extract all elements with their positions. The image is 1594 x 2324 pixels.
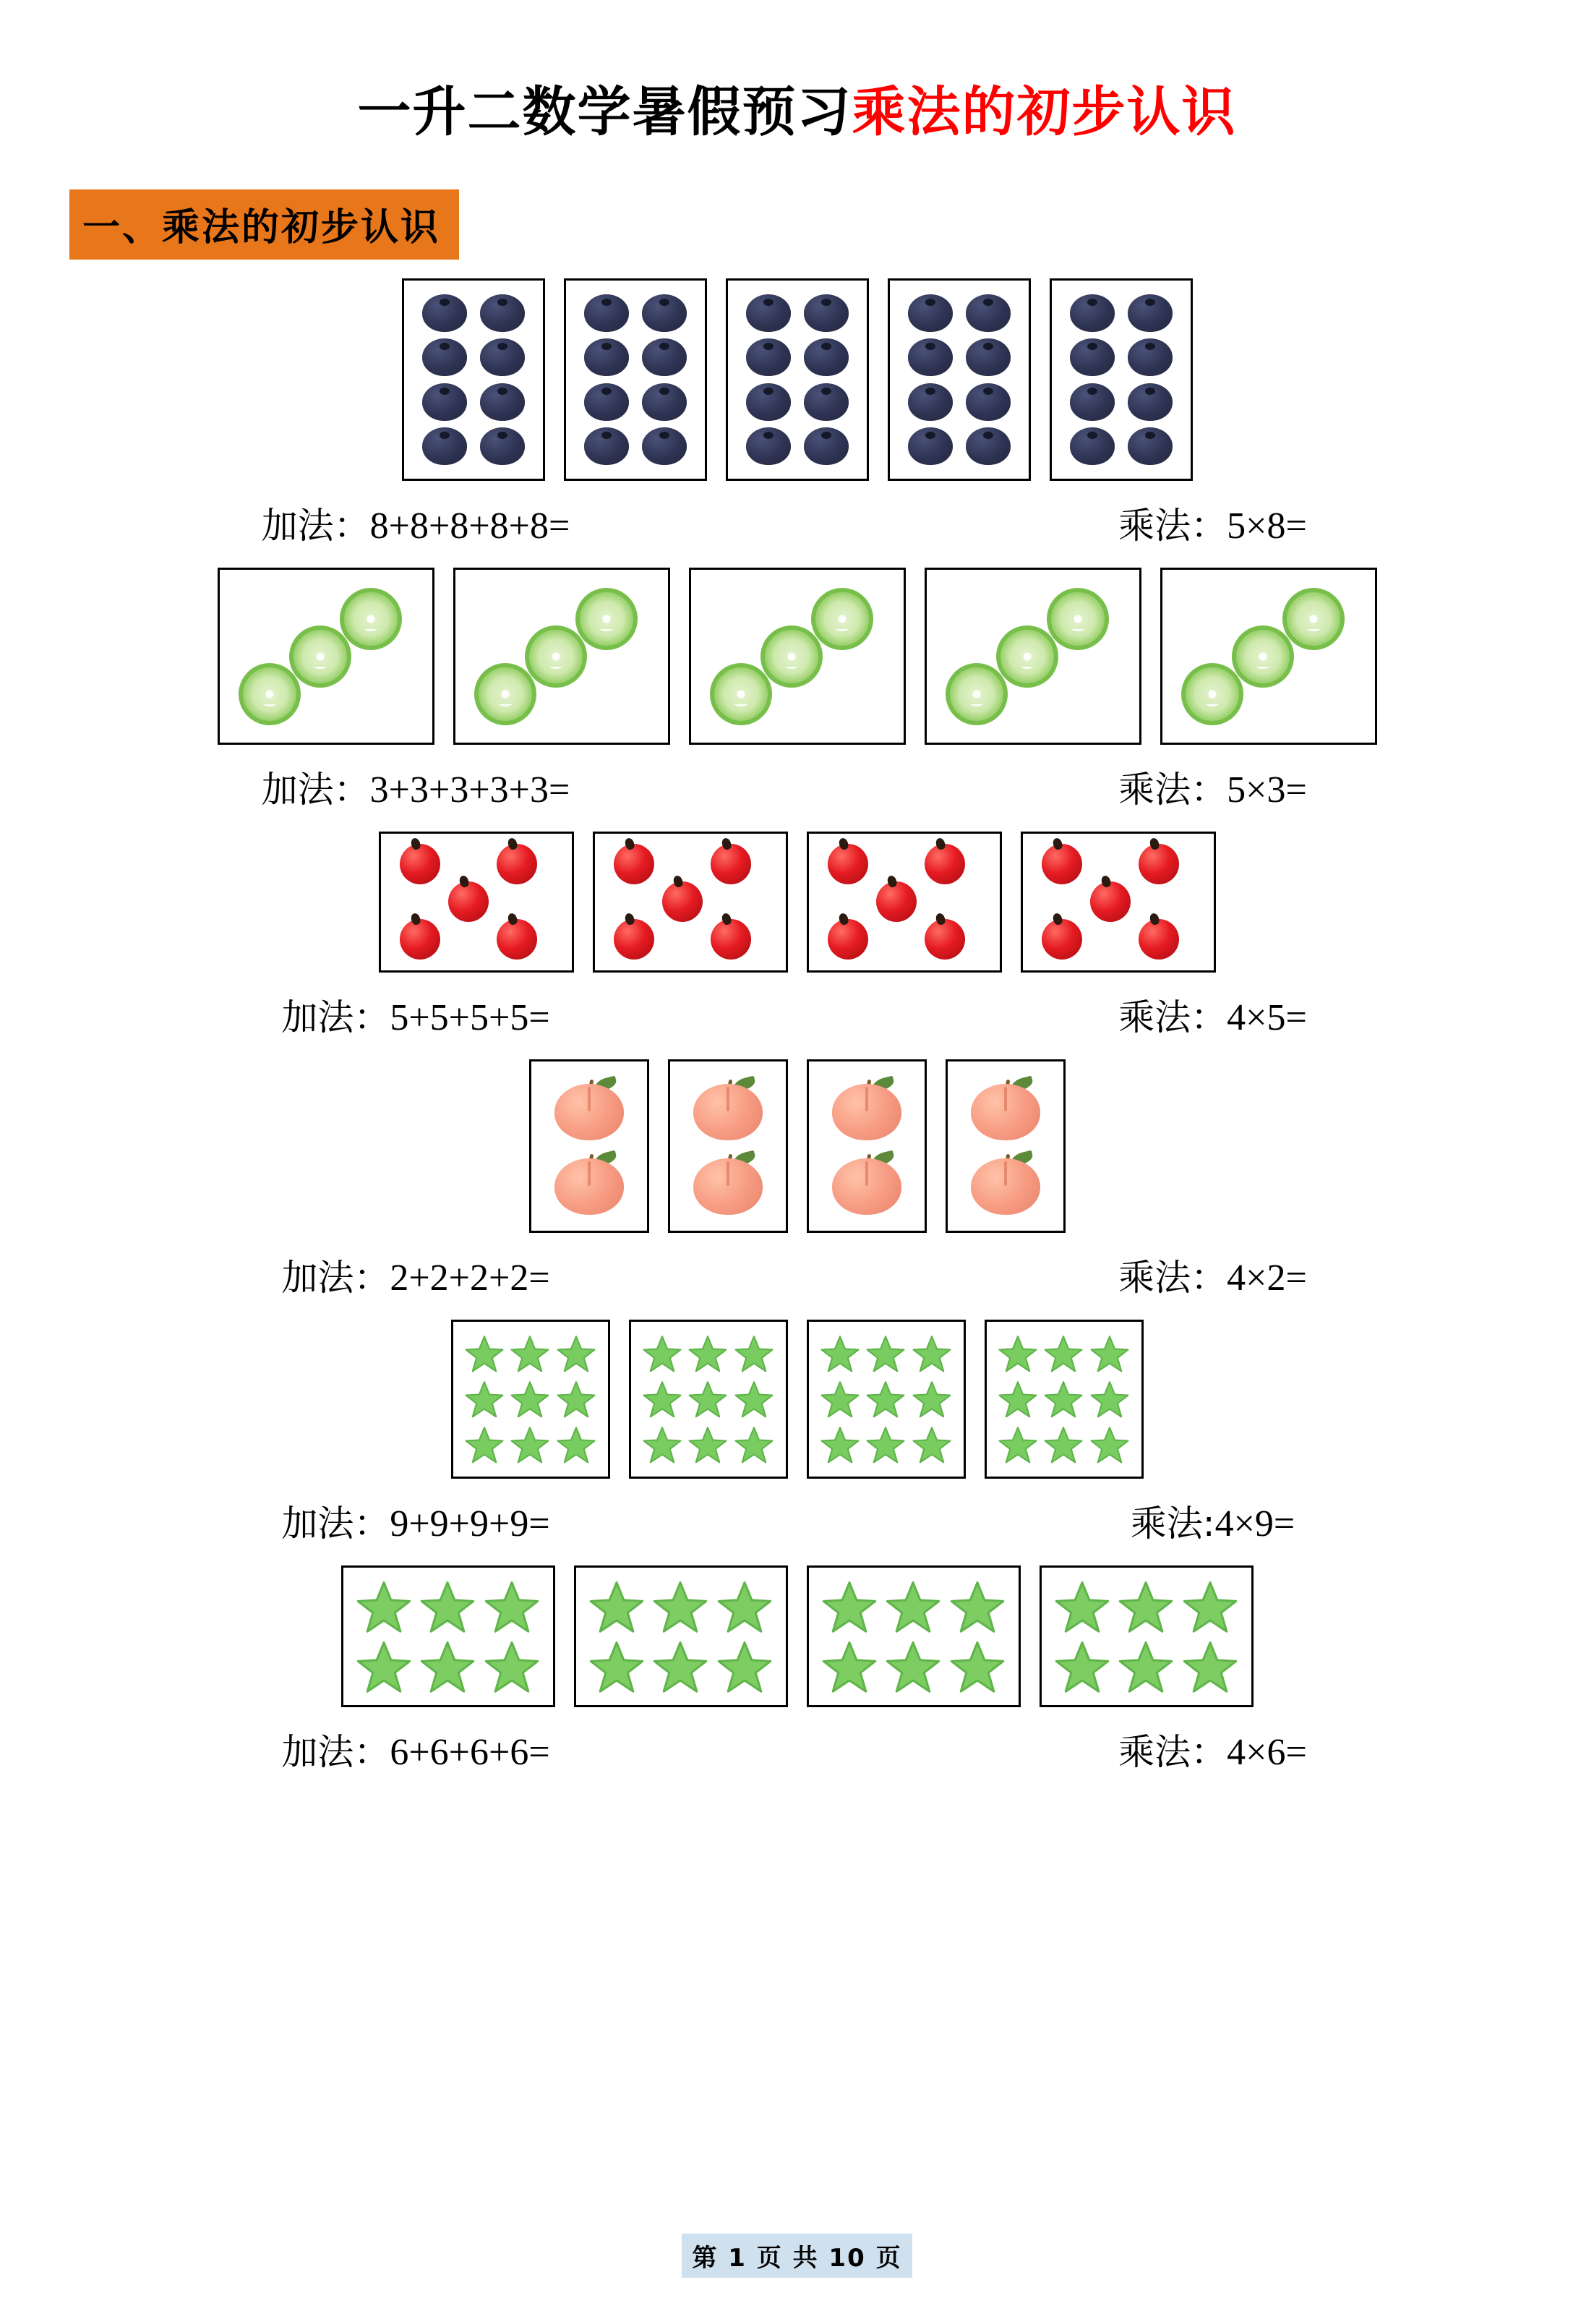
star-icon xyxy=(557,1380,596,1419)
star-icon xyxy=(484,1579,539,1634)
peach-icon xyxy=(693,1153,763,1215)
picture-row-small-stars xyxy=(0,1320,1594,1479)
picture-row-cherries xyxy=(0,832,1594,973)
star-icon xyxy=(510,1334,549,1373)
blueberry-icon xyxy=(908,338,953,376)
star-icon xyxy=(820,1425,860,1464)
addition-expression xyxy=(0,497,831,549)
blueberry-icon xyxy=(642,294,687,332)
equation-line-blueberries xyxy=(0,497,1594,549)
blueberry-icon xyxy=(642,383,687,421)
addition-label: 加法： xyxy=(281,1731,390,1773)
blueberry-icon xyxy=(1128,427,1173,465)
cherry-icon xyxy=(497,844,537,884)
cucumber-slice-icon xyxy=(1232,625,1294,688)
cucumber-slice-icon xyxy=(474,663,536,725)
addition-value: 9+9+9+9= xyxy=(390,1503,550,1545)
item-grid xyxy=(462,1330,599,1468)
item-grid xyxy=(640,1330,777,1468)
cherry-icon xyxy=(614,919,654,960)
picture-box xyxy=(668,1059,788,1233)
picture-box xyxy=(807,1059,927,1233)
star-icon xyxy=(1183,1579,1238,1634)
item-grid xyxy=(809,1072,925,1221)
blueberry-icon xyxy=(966,427,1011,465)
peach-icon xyxy=(693,1078,763,1140)
blueberry-icon xyxy=(966,338,1011,376)
picture-box xyxy=(564,278,707,481)
blueberry-icon xyxy=(804,383,849,421)
addition-expression xyxy=(0,1249,831,1301)
addition-expression xyxy=(0,1723,831,1775)
cucumber-slice-icon xyxy=(1047,588,1109,650)
peach-icon xyxy=(971,1078,1040,1140)
picture-box xyxy=(379,832,574,973)
multiplication-value: 5×8= xyxy=(1227,505,1307,547)
item-grid xyxy=(531,1072,647,1221)
multiplication-label: 乘法： xyxy=(1118,1731,1227,1773)
cucumber-slice-icon xyxy=(811,588,873,650)
cherry-icon xyxy=(614,844,654,884)
blueberry-icon xyxy=(480,427,525,465)
item-grid xyxy=(901,291,1017,469)
star-icon xyxy=(557,1334,596,1373)
picture-box xyxy=(985,1320,1144,1479)
blueberry-icon xyxy=(584,294,629,332)
blueberry-icon xyxy=(584,338,629,376)
picture-box xyxy=(807,1320,966,1479)
addition-value: 5+5+5+5= xyxy=(390,997,550,1038)
cucumber-slice-icon xyxy=(1282,588,1345,650)
cherry-icon xyxy=(876,881,917,922)
addition-expression xyxy=(0,988,831,1041)
star-icon xyxy=(912,1425,951,1464)
cucumber-slice-icon xyxy=(996,625,1058,688)
blueberry-icon xyxy=(480,294,525,332)
multiplication-expression xyxy=(831,761,1594,813)
star-icon xyxy=(1118,1639,1173,1694)
star-icon xyxy=(1044,1380,1083,1419)
blueberry-icon xyxy=(1128,338,1173,376)
cucumber-slice-icon xyxy=(760,625,823,688)
star-icon xyxy=(1090,1380,1129,1419)
picture-row-big-stars xyxy=(0,1565,1594,1707)
picture-row-peaches xyxy=(0,1059,1594,1233)
star-icon xyxy=(998,1380,1037,1419)
star-icon xyxy=(688,1380,727,1419)
blueberry-icon xyxy=(422,383,467,421)
star-icon xyxy=(820,1334,860,1373)
star-icon xyxy=(734,1380,774,1419)
star-icon xyxy=(589,1639,644,1694)
star-icon xyxy=(653,1579,708,1634)
star-icon xyxy=(484,1639,539,1694)
picture-box xyxy=(341,1565,555,1707)
cucumber-slice-icon xyxy=(575,588,638,650)
blueberry-icon xyxy=(584,383,629,421)
star-icon xyxy=(734,1425,774,1464)
item-grid xyxy=(995,1330,1133,1468)
page-title-red: 乘法的初步认识 xyxy=(852,81,1237,143)
cucumber-slice-icon xyxy=(525,625,587,688)
worksheet-page xyxy=(0,69,1594,2324)
cherry-icon xyxy=(828,919,868,960)
picture-box xyxy=(807,1565,1021,1707)
blueberry-icon xyxy=(746,427,791,465)
star-icon xyxy=(510,1425,549,1464)
cherry-icon xyxy=(1090,881,1131,922)
multiplication-expression xyxy=(831,1495,1594,1547)
addition-value: 8+8+8+8+8= xyxy=(369,505,570,547)
picture-box xyxy=(946,1059,1066,1233)
blueberry-icon xyxy=(1070,427,1115,465)
addition-label: 加法： xyxy=(281,996,390,1038)
equation-line-big-stars xyxy=(0,1723,1594,1775)
multiplication-expression xyxy=(831,988,1594,1041)
page-number: 第 1 页 共 10 页 xyxy=(682,2234,912,2278)
cherry-icon xyxy=(1139,919,1179,960)
picture-box xyxy=(689,568,906,745)
multiplication-value: 4×2= xyxy=(1227,1257,1307,1299)
cherry-icon xyxy=(1042,844,1082,884)
star-icon xyxy=(912,1334,951,1373)
star-icon xyxy=(1044,1334,1083,1373)
star-icon xyxy=(557,1425,596,1464)
star-icon xyxy=(1183,1639,1238,1694)
multiplication-value: 4×5= xyxy=(1227,997,1307,1038)
item-grid xyxy=(585,1576,777,1696)
star-icon xyxy=(1055,1579,1110,1634)
section-heading-wrap xyxy=(0,146,1594,260)
picture-box xyxy=(218,568,434,745)
star-icon xyxy=(643,1425,682,1464)
equation-line-small-stars xyxy=(0,1495,1594,1547)
addition-label: 加法： xyxy=(281,1257,390,1299)
picture-box xyxy=(593,832,788,973)
picture-row-blueberries xyxy=(0,278,1594,481)
picture-box xyxy=(529,1059,649,1233)
star-icon xyxy=(950,1639,1005,1694)
star-icon xyxy=(886,1639,940,1694)
page-footer xyxy=(0,2234,1594,2278)
cherry-icon xyxy=(1042,919,1082,960)
item-grid xyxy=(818,1330,955,1468)
addition-expression xyxy=(0,761,831,813)
star-icon xyxy=(822,1579,877,1634)
blueberry-icon xyxy=(422,427,467,465)
addition-label: 加法： xyxy=(261,505,370,547)
star-icon xyxy=(643,1380,682,1419)
star-icon xyxy=(866,1425,905,1464)
picture-row-cucumbers xyxy=(0,568,1594,745)
multiplication-label: 乘法: xyxy=(1130,1503,1215,1545)
star-icon xyxy=(653,1639,708,1694)
multiplication-label: 乘法： xyxy=(1118,996,1227,1038)
picture-box xyxy=(888,278,1031,481)
cherry-icon xyxy=(448,881,489,922)
blueberry-icon xyxy=(908,427,953,465)
blueberry-icon xyxy=(746,338,791,376)
item-grid xyxy=(1050,1576,1243,1696)
cucumber-slice-icon xyxy=(946,663,1008,725)
cherry-icon xyxy=(400,844,440,884)
star-icon xyxy=(950,1579,1005,1634)
star-icon xyxy=(822,1639,877,1694)
blueberry-icon xyxy=(480,383,525,421)
cherry-icon xyxy=(925,919,965,960)
picture-box xyxy=(629,1320,788,1479)
item-grid xyxy=(740,291,855,469)
multiplication-label: 乘法： xyxy=(1118,505,1227,547)
addition-expression xyxy=(0,1495,831,1547)
star-icon xyxy=(866,1380,905,1419)
star-icon xyxy=(465,1425,504,1464)
addition-value: 6+6+6+6= xyxy=(390,1732,550,1773)
star-icon xyxy=(1044,1425,1083,1464)
blueberry-icon xyxy=(422,294,467,332)
cucumber-slice-icon xyxy=(1181,663,1243,725)
picture-box xyxy=(1021,832,1216,973)
item-grid xyxy=(948,1072,1063,1221)
picture-box xyxy=(726,278,869,481)
addition-value: 2+2+2+2= xyxy=(390,1257,550,1299)
section-heading: 一、乘法的初步认识 xyxy=(69,189,459,260)
star-icon xyxy=(717,1579,772,1634)
item-grid xyxy=(352,1576,544,1696)
star-icon xyxy=(912,1380,951,1419)
picture-box xyxy=(453,568,670,745)
star-icon xyxy=(420,1639,475,1694)
star-icon xyxy=(420,1579,475,1634)
star-icon xyxy=(465,1380,504,1419)
blueberry-icon xyxy=(642,427,687,465)
item-grid xyxy=(578,291,693,469)
peach-icon xyxy=(554,1153,624,1215)
equation-line-cherries xyxy=(0,988,1594,1041)
multiplication-value: 4×6= xyxy=(1227,1732,1307,1773)
cucumber-slice-icon xyxy=(239,663,301,725)
blueberry-icon xyxy=(746,383,791,421)
addition-label: 加法： xyxy=(281,1503,390,1545)
blueberry-icon xyxy=(804,338,849,376)
picture-box xyxy=(574,1565,788,1707)
multiplication-value: 4×9= xyxy=(1214,1503,1295,1545)
star-icon xyxy=(356,1639,411,1694)
blueberry-icon xyxy=(1070,383,1115,421)
blueberry-icon xyxy=(480,338,525,376)
peach-icon xyxy=(832,1078,901,1140)
addition-label: 加法： xyxy=(261,769,370,811)
star-icon xyxy=(643,1334,682,1373)
picture-box xyxy=(1050,278,1193,481)
cherry-icon xyxy=(662,881,703,922)
blueberry-icon xyxy=(1128,294,1173,332)
blueberry-icon xyxy=(1128,383,1173,421)
star-icon xyxy=(866,1334,905,1373)
cucumber-slice-icon xyxy=(710,663,772,725)
cherry-icon xyxy=(711,919,751,960)
item-grid xyxy=(416,291,531,469)
picture-box xyxy=(1160,568,1377,745)
star-icon xyxy=(688,1334,727,1373)
multiplication-label: 乘法： xyxy=(1118,769,1227,811)
picture-box xyxy=(402,278,545,481)
page-title xyxy=(0,69,1594,146)
peach-icon xyxy=(971,1153,1040,1215)
addition-value: 3+3+3+3+3= xyxy=(369,769,570,811)
blueberry-icon xyxy=(804,294,849,332)
blueberry-icon xyxy=(584,427,629,465)
star-icon xyxy=(820,1380,860,1419)
equation-line-peaches xyxy=(0,1249,1594,1301)
cherry-icon xyxy=(828,844,868,884)
cherry-icon xyxy=(497,919,537,960)
star-icon xyxy=(1090,1334,1129,1373)
star-icon xyxy=(886,1579,940,1634)
cherry-icon xyxy=(711,844,751,884)
item-grid xyxy=(670,1072,786,1221)
blueberry-icon xyxy=(642,338,687,376)
blueberry-icon xyxy=(966,383,1011,421)
picture-box xyxy=(451,1320,610,1479)
star-icon xyxy=(1118,1579,1173,1634)
picture-box xyxy=(1040,1565,1254,1707)
blueberry-icon xyxy=(1070,294,1115,332)
item-grid xyxy=(818,1576,1010,1696)
star-icon xyxy=(734,1334,774,1373)
cherry-icon xyxy=(400,919,440,960)
cucumber-slice-icon xyxy=(289,625,351,688)
blueberry-icon xyxy=(966,294,1011,332)
multiplication-expression xyxy=(831,1249,1594,1301)
star-icon xyxy=(465,1334,504,1373)
star-icon xyxy=(510,1380,549,1419)
cucumber-slice-icon xyxy=(340,588,402,650)
multiplication-value: 5×3= xyxy=(1227,769,1307,811)
multiplication-expression xyxy=(831,497,1594,549)
multiplication-label: 乘法： xyxy=(1118,1257,1227,1299)
cherry-icon xyxy=(1139,844,1179,884)
star-icon xyxy=(998,1334,1037,1373)
star-icon xyxy=(356,1579,411,1634)
star-icon xyxy=(717,1639,772,1694)
peach-icon xyxy=(832,1153,901,1215)
peach-icon xyxy=(554,1078,624,1140)
blueberry-icon xyxy=(908,294,953,332)
picture-box xyxy=(807,832,1002,973)
equation-line-cucumbers xyxy=(0,761,1594,813)
star-icon xyxy=(998,1425,1037,1464)
page-title-black: 一升二数学暑假预习 xyxy=(357,81,852,143)
blueberry-icon xyxy=(1070,338,1115,376)
picture-box xyxy=(925,568,1141,745)
star-icon xyxy=(1055,1639,1110,1694)
blueberry-icon xyxy=(746,294,791,332)
star-icon xyxy=(1090,1425,1129,1464)
cherry-icon xyxy=(925,844,965,884)
star-icon xyxy=(688,1425,727,1464)
blueberry-icon xyxy=(804,427,849,465)
star-icon xyxy=(589,1579,644,1634)
blueberry-icon xyxy=(908,383,953,421)
item-grid xyxy=(1063,291,1179,469)
blueberry-icon xyxy=(422,338,467,376)
multiplication-expression xyxy=(831,1723,1594,1775)
